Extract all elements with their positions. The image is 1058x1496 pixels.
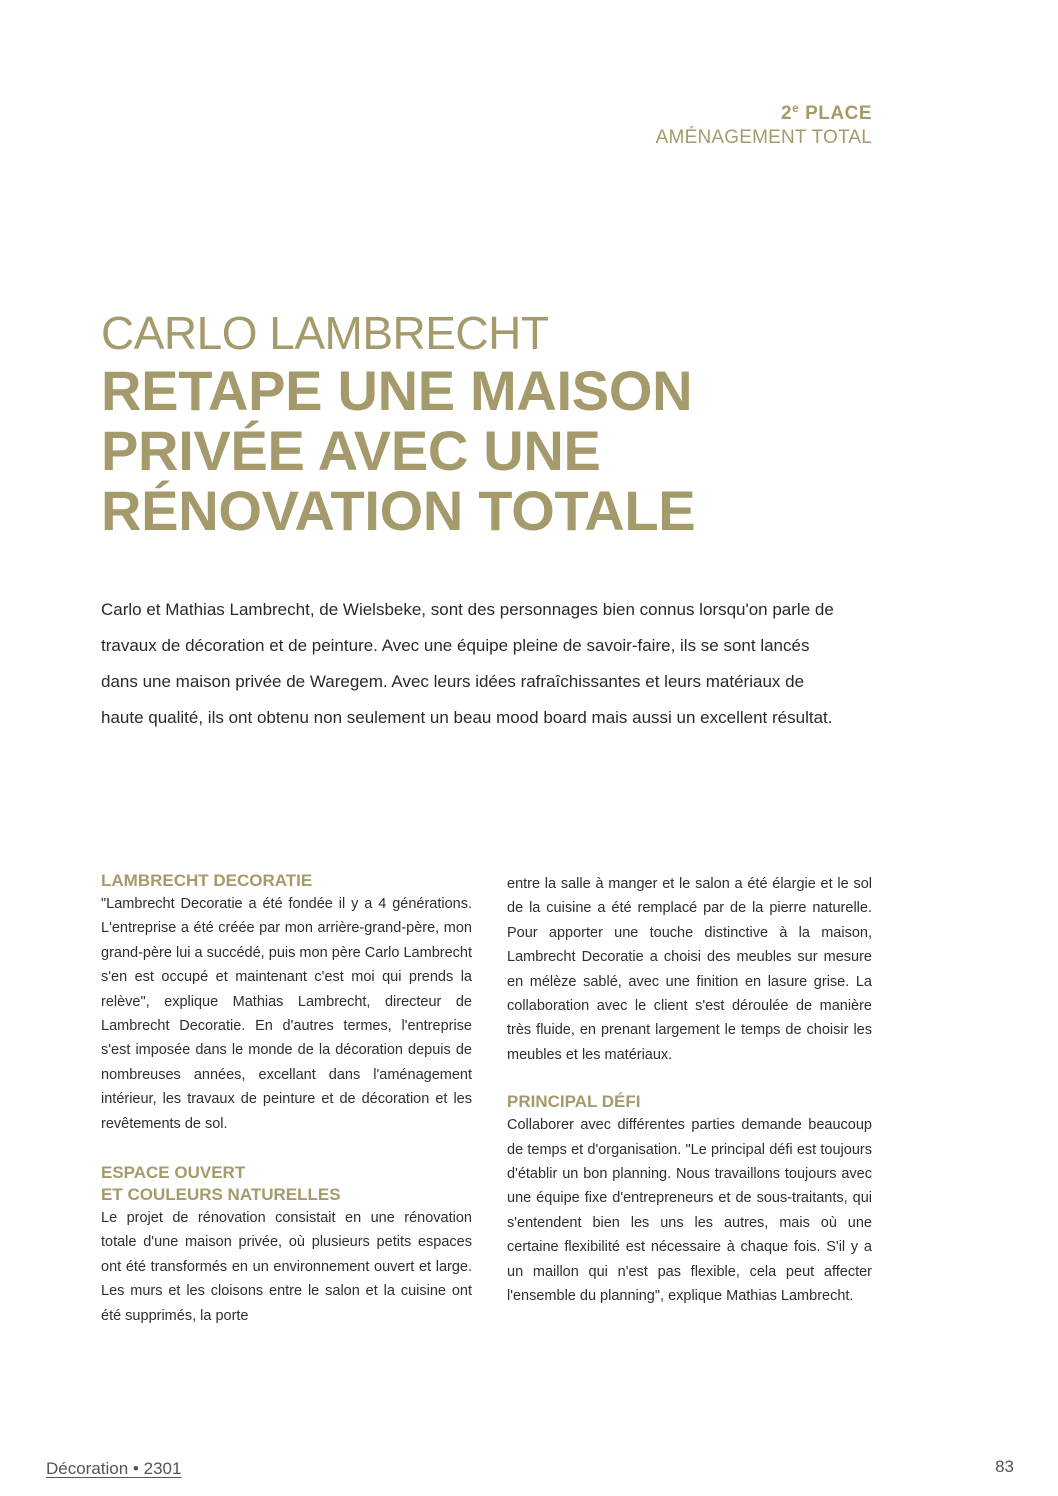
rubric [656,96,872,150]
headline-line: RETAPE UNE MAISON [101,359,693,422]
headline-line: RÉNOVATION TOTALE [101,479,696,542]
section-body-espace-continued: entre la salle à manger et le salon a été élargie et le sol de la cuisine a été remplacé par de la pierre naturelle. Pour apporter une touche distinctive à la maison, Lambrecht Decoratie a choisi des meubles sur mesure en mélèze sablé, avec une finition en lasure grise. La collaboration avec le client s'est déroulée de manière très fluide, en prenant largement le temps de choisir les meubles et les matériaux. [507,876,872,1063]
section-body-espace: Le projet de rénovation consistait en une rénovation totale d'une maison privée, où plusieurs petits espaces ont été transformés en un environnement ouvert et large. Les murs et les cloisons entre le salon et la cuisine ont été supprimés, la porte [101,1210,472,1324]
headline-name: CARLO LAMBRECHT [101,307,549,359]
rubric-category: AMÉNAGEMENT TOTAL [655,127,872,148]
section-heading-espace-line2: ET COULEURS NATURELLES [101,1185,341,1205]
rubric-rank [656,96,872,126]
headline-title [101,361,861,541]
rank-number: 2 [781,103,793,124]
section-heading-defi: PRINCIPAL DÉFI [507,1092,641,1112]
section-heading-lambrecht: LAMBRECHT DECORATIE [101,871,313,890]
footer-magazine: Décoration • 2301 [46,1459,182,1478]
headline-line: PRIVÉE AVEC UNE [101,419,601,482]
headline [101,305,861,541]
section-heading-espace [101,1162,472,1206]
section-heading-espace-line1: ESPACE OUVERT [101,1163,246,1183]
section-body-defi: Collaborer avec différentes parties demande beaucoup de temps et d'organisation. "Le principal défi est toujours d'établir un bon planning. Nous travaillons toujours avec une équipe fixe d'entrepreneurs et de sous-traitants, qui s'entendent bien les uns les autres, mais où une certaine flexibilité est nécessaire à chaque fois. S'il y a un maillon qui n'est pas flexible, cela peut affecter l'ensemble du planning", explique Mathias Lambrecht. [507,1117,872,1305]
intro-paragraph: Carlo et Mathias Lambrecht, de Wielsbeke, sont des personnages bien connus lorsqu'on parle de travaux de décoration et de peinture. Avec une équipe pleine de savoir-faire, ils se sont lancés dans une maison privée de Waregem. Avec leurs idées rafraîchissantes et leurs matériaux de haute qualité, ils ont obtenu non seulement un beau mood board mais aussi un excellent résultat. [101,600,834,727]
rank-word: PLACE [805,103,872,124]
column-left [101,870,472,1328]
page-number: 83 [995,1457,1014,1476]
rank-suffix: e [792,101,800,115]
column-right [507,872,872,1309]
section-body-lambrecht: "Lambrecht Decoratie a été fondée il y a 4 générations. L'entreprise a été créée par mon arrière-grand-père, mon grand-père lui a succédé, puis mon père Carlo Lambrecht s'en est occupé et maintenant c'est moi qui prends la relève", explique Mathias Lambrecht, directeur de Lambrecht Decoratie. En d'autres termes, l'entreprise s'est imposée dans le monde de la décoration depuis de nombreuses années, excellant dans l'aménagement intérieur, les travaux de peinture et de décoration et les revêtements de sol. [101,896,472,1132]
